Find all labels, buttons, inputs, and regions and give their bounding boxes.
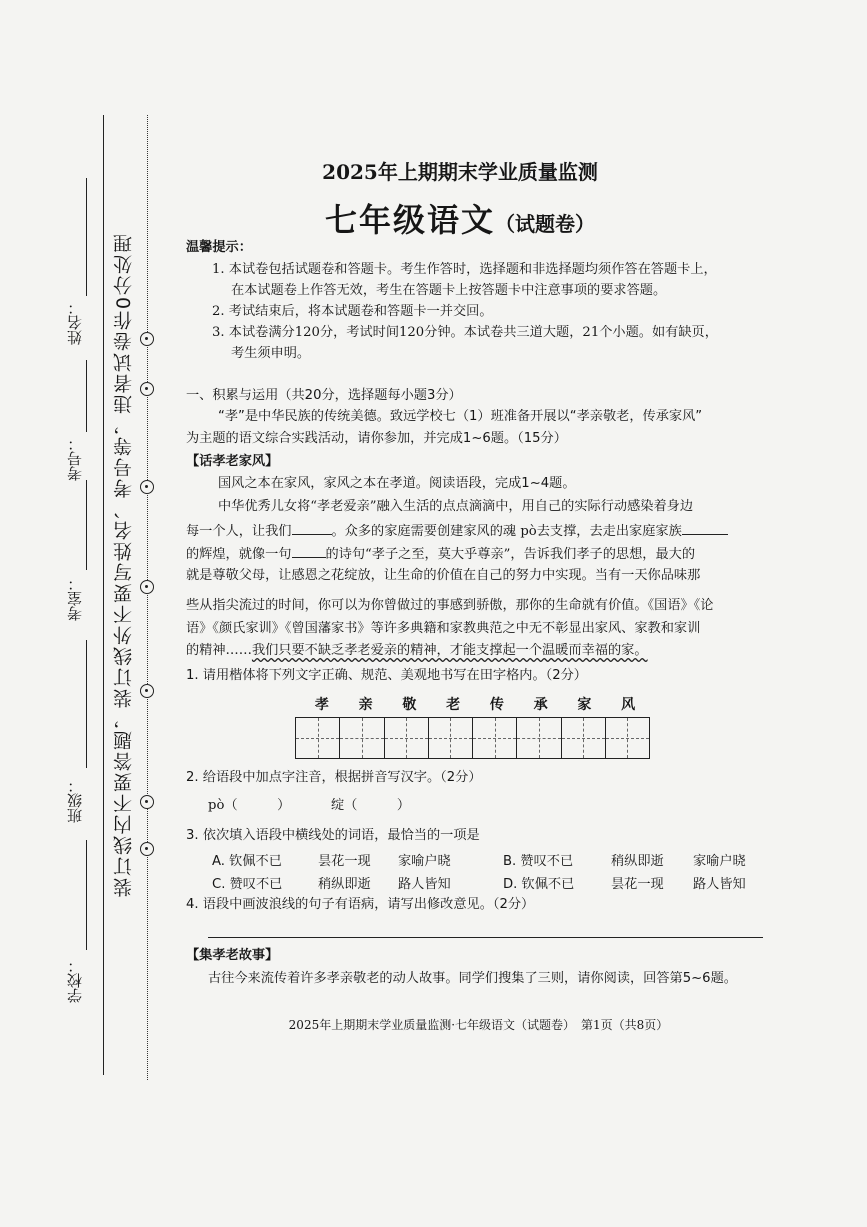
room-field-label: 考室： xyxy=(66,576,84,621)
cut-line xyxy=(147,115,148,1080)
grid-cell[interactable] xyxy=(517,718,561,758)
q3-option-b[interactable] xyxy=(503,850,746,869)
section1-heading: 一、积累与运用（共20分，选择题每小题3分） xyxy=(186,388,462,403)
q3-option-a[interactable] xyxy=(212,850,451,869)
exam-number-field-line xyxy=(86,360,87,432)
q3-option-c[interactable] xyxy=(212,873,451,892)
question-1: 1. 请用楷体将下列文字正确、规范、美观地书写在田字格内。（2分） xyxy=(186,668,587,683)
option-word: 家喻户晓 xyxy=(398,854,451,869)
wavy-sentence: 我们只要不缺乏孝老爱亲的精神，才能支撑起一个温暖而幸福的家。 xyxy=(251,643,648,658)
grid-cell[interactable] xyxy=(385,718,429,758)
tian-zi-grid[interactable] xyxy=(295,717,650,759)
option-label: B. 赞叹不已 xyxy=(503,854,574,869)
calligraphy-char: 风 xyxy=(621,697,636,713)
name-field-line xyxy=(86,178,87,296)
passage-text: 的精神…… xyxy=(186,643,252,658)
class-field-label: 班级： xyxy=(66,778,84,823)
notice-item-1-cont: 在本试题卷上作答无效，考生在答题卡上按答题卡中注意事项的要求答题。 xyxy=(231,283,667,298)
fill-blank-2 xyxy=(292,545,326,558)
subject-title xyxy=(250,195,670,241)
fill-blank-1 xyxy=(292,522,332,535)
class-field-line xyxy=(86,640,87,768)
grid-cell[interactable] xyxy=(340,718,384,758)
notice-item-3-cont: 考生须申明。 xyxy=(231,346,311,361)
option-label: D. 钦佩不已 xyxy=(503,877,575,892)
passage-line-1: 中华优秀儿女将“孝老爱亲”融入生活的点点滴滴中，用自己的实际行动感染着身边 xyxy=(218,499,694,514)
calligraphy-chars xyxy=(300,694,650,714)
passage-text: 。众多的家庭需要创建家风的魂 pò去支撑，去走出家庭家族 xyxy=(331,524,682,539)
passage-line-5: 些从指尖流过的时间，你可以为你曾做过的事感到骄傲，那你的生命就有价值。《国语》《论 xyxy=(186,598,714,613)
binding-hole xyxy=(140,684,154,698)
grid-cell[interactable] xyxy=(473,718,517,758)
grid-cell[interactable] xyxy=(606,718,649,758)
option-word: 家喻户晓 xyxy=(693,854,746,869)
school-field-label: 学校： xyxy=(66,958,84,1003)
calligraphy-char: 传 xyxy=(489,697,504,713)
part1-lead: 国风之本在家风，家风之本在孝道。阅读语段，完成1~4题。 xyxy=(218,476,576,491)
notice-item-1: 1. 本试卷包括试题卷和答题卡。考生作答时，选择题和非选择题均须作答在答题卡上， xyxy=(212,262,717,277)
q2-answer-po[interactable]: pò（ ） xyxy=(208,798,291,813)
binding-line xyxy=(103,115,104,1075)
binding-warning: 装订线内不要答题，装订线外不要写姓名、考号等，违者试卷作0分处理 xyxy=(113,232,135,898)
question-3: 3. 依次填入语段中横线处的词语，最恰当的一项是 xyxy=(186,828,480,843)
calligraphy-char: 亲 xyxy=(358,697,373,713)
option-word: 路人皆知 xyxy=(693,877,746,892)
q4-answer-line[interactable] xyxy=(208,937,763,938)
fill-blank-pinyin xyxy=(682,522,728,535)
passage-line-7 xyxy=(186,643,648,659)
binding-hole xyxy=(140,332,154,346)
calligraphy-char: 敬 xyxy=(402,697,417,713)
exam-title: 2025年上期期末学业质量监测 xyxy=(322,160,598,184)
calligraphy-char: 家 xyxy=(577,697,592,713)
option-word: 昙花一现 xyxy=(611,877,664,892)
grid-cell[interactable] xyxy=(296,718,340,758)
section1-intro-1: “孝”是中华民族的传统美德。致远学校七（1）班准备开展以“孝亲敬老，传承家风” xyxy=(218,409,703,424)
grid-cell[interactable] xyxy=(429,718,473,758)
notice-heading: 温馨提示： xyxy=(186,240,252,255)
option-label: C. 赞叹不已 xyxy=(212,877,283,892)
question-4: 4. 语段中画波浪线的句子有语病，请写出修改意见。（2分） xyxy=(186,897,535,912)
name-field-label: 姓名： xyxy=(66,300,84,345)
option-word: 路人皆知 xyxy=(398,877,451,892)
passage-line-2 xyxy=(186,522,728,540)
binding-hole xyxy=(140,580,154,594)
q2-answer-zhan[interactable]: 绽（ ） xyxy=(331,798,411,813)
school-field-line xyxy=(86,840,87,950)
section1-intro-2: 为主题的语文综合实践活动，请你参加，并完成1~6题。（15分） xyxy=(186,431,567,446)
option-word: 稍纵即逝 xyxy=(611,854,664,869)
option-word: 稍纵即逝 xyxy=(318,877,371,892)
option-word: 昙花一现 xyxy=(318,854,371,869)
binding-hole xyxy=(140,480,154,494)
passage-line-3 xyxy=(186,545,695,563)
part2-lead: 古往今来流传着许多孝亲敬老的动人故事。同学们搜集了三则，请你阅读，回答第5~6题。 xyxy=(208,971,737,986)
passage-line-4: 就是尊敬父母，让感恩之花绽放，让生命的价值在自己的努力中实现。当有一天你品味那 xyxy=(186,568,701,583)
option-label: A. 钦佩不已 xyxy=(212,854,282,869)
binding-hole xyxy=(140,795,154,809)
part2-title: 【集孝老故事】 xyxy=(186,948,279,963)
binding-hole xyxy=(140,842,154,856)
part1-title: 【话孝老家风】 xyxy=(186,454,279,469)
passage-text: 的辉煌，就像一句 xyxy=(186,547,292,562)
grid-cell[interactable] xyxy=(562,718,606,758)
passage-line-6: 语》《颜氏家训》《曾国藩家书》等许多典籍和家教典范之中无不彰显出家风、家教和家训 xyxy=(186,621,701,636)
notice-item-2: 2. 考试结束后，将本试题卷和答题卡一并交回。 xyxy=(212,304,493,319)
passage-text: 每一个人，让我们 xyxy=(186,524,292,539)
notice-item-3: 3. 本试卷满分120分，考试时间120分钟。本试卷共三道大题，21个小题。如有缺页， xyxy=(212,325,718,340)
page-footer: 2025年上期期末学业质量监测·七年级语文（试题卷） 第1页（共8页） xyxy=(288,1018,669,1032)
q3-option-d[interactable] xyxy=(503,873,746,892)
question-2: 2. 给语段中加点字注音，根据拼音写汉字。（2分） xyxy=(186,770,482,785)
calligraphy-char: 老 xyxy=(446,697,461,713)
room-field-line xyxy=(86,480,87,570)
calligraphy-char: 承 xyxy=(533,697,548,713)
binding-hole xyxy=(140,382,154,396)
passage-text: 的诗句“孝子之至，莫大乎尊亲”，告诉我们孝子的思想，最大的 xyxy=(325,547,696,562)
exam-number-field-label: 考号： xyxy=(66,436,84,481)
subject-name: 七年级语文 xyxy=(324,201,495,239)
subject-note: （试题卷） xyxy=(495,212,595,236)
calligraphy-char: 孝 xyxy=(314,697,329,713)
